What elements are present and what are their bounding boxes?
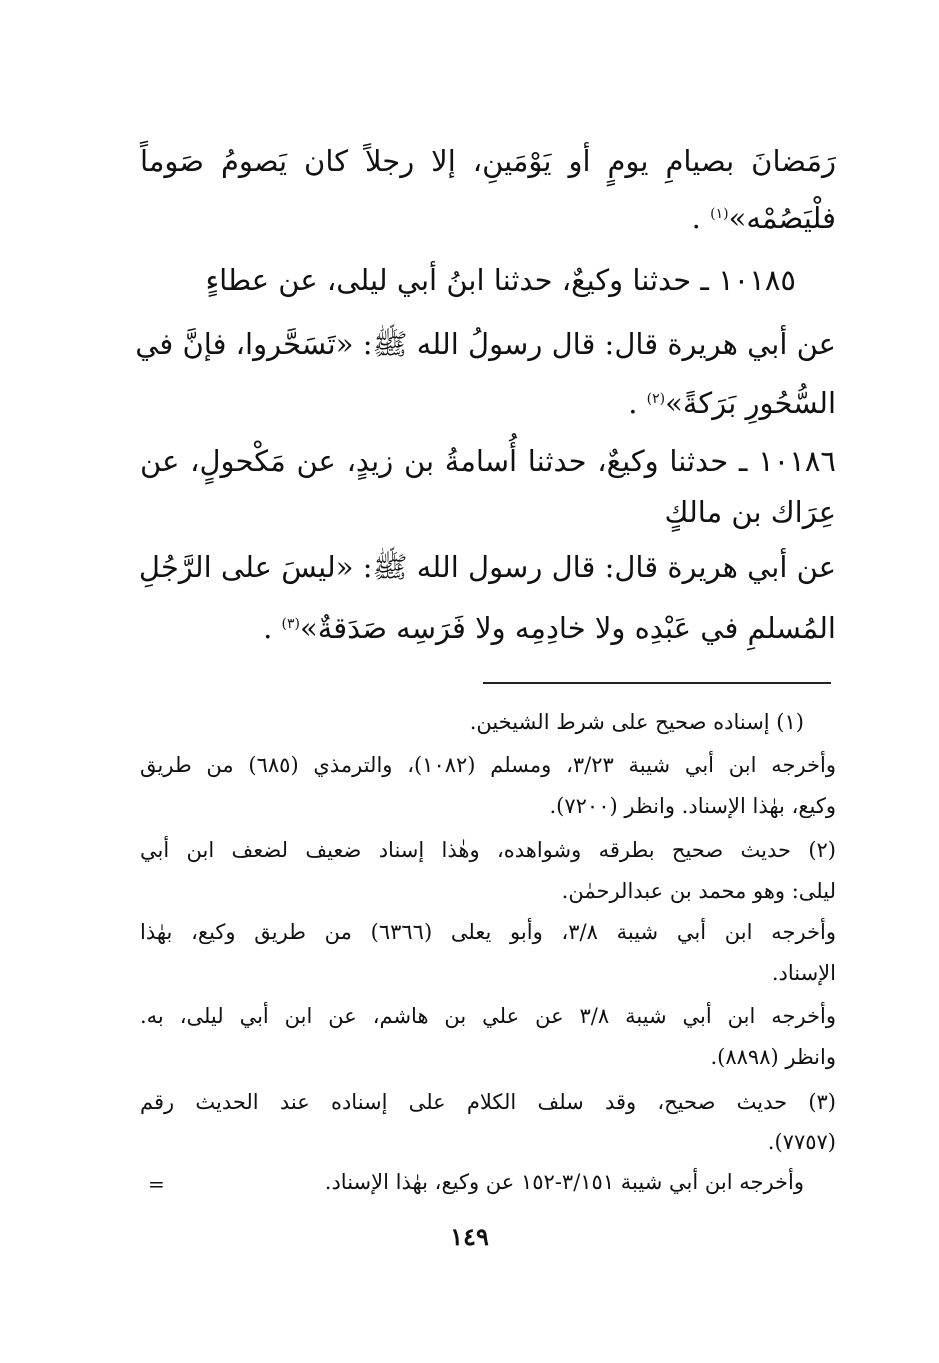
hadith-10185-heading: ١٠١٨٥ ـ حدثنا وكيعٌ، حدثنا ابنُ أبي ليلى، عن عطاءٍ [205, 263, 796, 297]
main-text-fragment: . [263, 611, 282, 645]
footnote-line: (٧٧٥٧). [767, 1130, 836, 1154]
footnote-ref: (٢) [646, 391, 666, 407]
footnote-line: وكيع، بهٰذا الإسناد. وانظر (٧٢٠٠). [549, 794, 836, 818]
footnote-ref: (١) [710, 206, 729, 222]
main-text-fragment: . [691, 201, 711, 235]
main-text-fragment: فلْيَصُمْه» [728, 201, 836, 235]
footnote-ref: (٣) [281, 616, 300, 632]
main-text-line: عن أبي هريرة قال: قال رسول الله ﷺ: «ليسَ على الرَّجُلِ [138, 550, 836, 584]
main-text-line: رَمَضانَ بصيامِ يومٍ أو يَوْمَينِ، إلا رجلاً كان يَصومُ صَوماً [140, 144, 836, 178]
main-text-fragment: المُسلمِ في عَبْدِه ولا خادِمِه ولا فَرَسِه صَدَقةٌ» [299, 611, 836, 645]
main-text-fragment: السُّحُورِ بَرَكةً» [665, 386, 836, 420]
footnote-line: (٢) حديث صحيح بطرقه وشواهده، وهٰذا إسناد ضعيف لضعف ابن أبي [140, 838, 836, 862]
main-text-line [140, 381, 836, 421]
main-text-line [140, 606, 836, 646]
footnote-line: وأخرجه ابن أبي شيبة ٣/١٥١-١٥٢ عن وكيع، بهٰذا الإسناد. [324, 1170, 804, 1194]
continuation-mark: = [148, 1172, 165, 1196]
main-text-line: عِرَاك بن مالكٍ [664, 495, 836, 529]
main-text-fragment: . [628, 386, 647, 420]
footnote-line: الإسناد. [771, 961, 836, 985]
footnote-line: وأخرجه ابن أبي شيبة ٣/٨، وأبو يعلى (٦٣٦٦) من طريق وكيع، بهٰذا [140, 920, 836, 944]
main-text-line [140, 196, 836, 236]
footnote-line: وأخرجه ابن أبي شيبة ٣/٢٣، ومسلم (١٠٨٢)، والترمذي (٦٨٥) من طريق [140, 753, 836, 777]
footnote-line: وانظر (٨٨٩٨). [710, 1045, 836, 1069]
footnote-line: (٣) حديث صحيح، وقد سلف الكلام على إسناده عند الحديث رقم [140, 1090, 836, 1114]
main-text-line: عن أبي هريرة قال: قال رسولُ الله ﷺ: «تَسَحَّروا، فإنَّ في [135, 327, 836, 361]
page-number: ١٤٩ [450, 1222, 489, 1251]
hadith-10186-heading: ١٠١٨٦ ـ حدثنا وكيعٌ، حدثنا أُسامةُ بن زيدٍ، عن مَكْحولٍ، عن [140, 444, 836, 478]
footnote-line: ليلى: وهو محمد بن عبدالرحمٰن. [561, 879, 836, 903]
footnote-line: (١) إسناده صحيح على شرط الشيخين. [469, 710, 804, 734]
footnote-line: وأخرجه ابن أبي شيبة ٣/٨ عن علي بن هاشم، عن ابن أبي ليلى، به. [140, 1004, 836, 1028]
footnote-separator [483, 682, 831, 684]
